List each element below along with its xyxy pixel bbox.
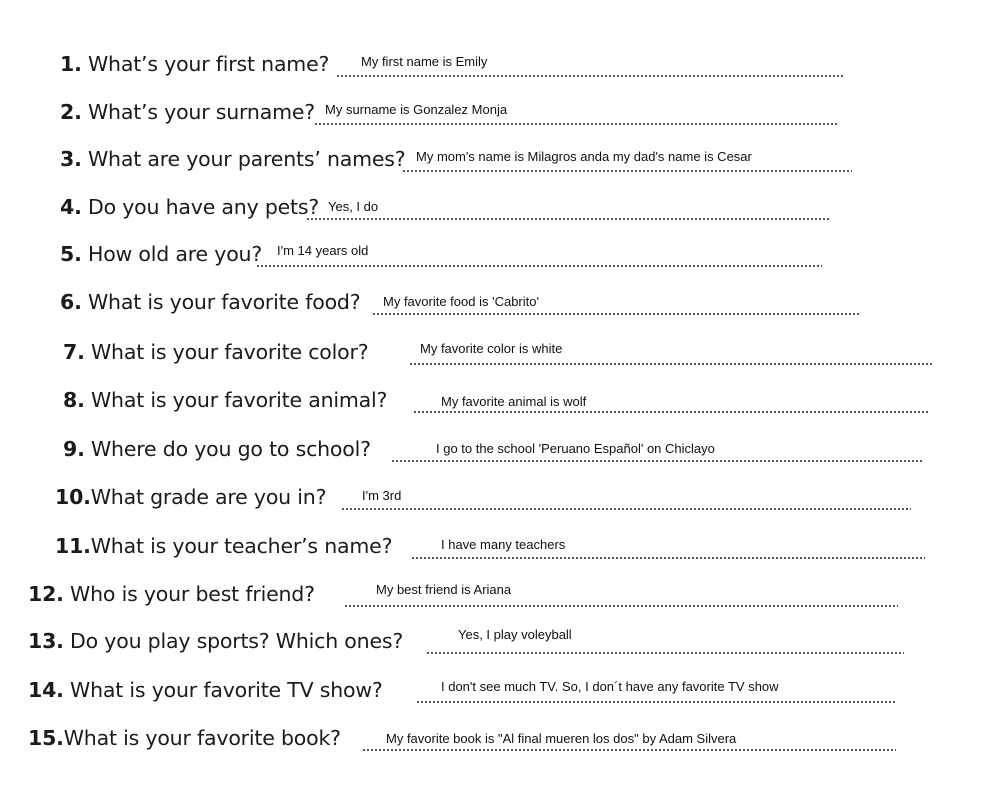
answer-line [256, 265, 822, 267]
question-text: What is your favorite book? [63, 725, 341, 750]
answer-15: My favorite book is "Al final mueren los dos" by Adam Silvera [386, 731, 737, 746]
question-number: 2. [60, 99, 82, 124]
question-row-14 [28, 658, 908, 706]
answer-line [413, 411, 929, 413]
question-number: 4. [60, 194, 82, 219]
answer-4: Yes, I do [328, 199, 379, 214]
question-number: 15. [28, 725, 64, 750]
answer-line [409, 363, 933, 365]
question-row-13 [28, 609, 908, 657]
answer-6: My favorite food is 'Cabrito' [383, 294, 539, 309]
answer-9: I go to the school 'Peruano Español' on Chiclayo [436, 441, 715, 456]
answer-1: My first name is Emily [361, 54, 488, 69]
question-2 [60, 99, 315, 124]
answer-3: My mom's name is Milagros anda my dad's name is Cesar [416, 149, 752, 164]
answer-line [314, 123, 838, 125]
question-number: 3. [60, 146, 82, 171]
question-13 [28, 628, 404, 653]
question-row-9 [63, 417, 943, 465]
question-row-2 [60, 80, 860, 128]
question-row-3 [60, 127, 860, 175]
question-text: What is your favorite animal? [90, 387, 388, 412]
question-text: Do you have any pets? [87, 194, 320, 219]
answer-line [362, 749, 896, 751]
question-row-7 [63, 320, 943, 368]
question-text: What is your favorite food? [87, 289, 361, 314]
question-7 [63, 339, 369, 364]
answer-line [402, 170, 852, 172]
question-number: 10. [55, 484, 91, 509]
question-text: How old are you? [87, 241, 263, 266]
question-10 [55, 484, 327, 509]
question-number: 12. [28, 581, 64, 606]
answer-line [411, 557, 925, 559]
question-1 [60, 51, 330, 76]
question-row-11 [55, 514, 935, 562]
question-12 [28, 581, 315, 606]
question-row-10 [55, 465, 935, 513]
answer-12: My best friend is Ariana [376, 582, 512, 597]
question-text: What are your parents’ names? [87, 146, 406, 171]
answer-13: Yes, I play voleyball [458, 627, 572, 642]
question-text: Who is your best friend? [70, 581, 315, 606]
question-number: 8. [63, 387, 85, 412]
question-number: 1. [60, 51, 82, 76]
question-number: 7. [63, 339, 85, 364]
question-number: 14. [28, 677, 64, 702]
question-15 [28, 725, 341, 750]
question-8 [63, 387, 388, 412]
question-6 [60, 289, 361, 314]
question-row-1 [60, 32, 860, 80]
answer-line [426, 652, 904, 654]
question-3 [60, 146, 406, 171]
question-number: 5. [60, 241, 82, 266]
question-number: 11. [55, 533, 91, 558]
question-number: 9. [63, 436, 85, 461]
question-row-6 [60, 270, 860, 318]
question-11 [55, 533, 393, 558]
question-number: 13. [28, 628, 64, 653]
answer-7: My favorite color is white [420, 341, 563, 356]
question-5 [60, 241, 263, 266]
question-text: What is your favorite color? [90, 339, 369, 364]
answer-line [416, 701, 896, 703]
question-14 [28, 677, 383, 702]
answer-14: I don't see much TV. So, I don´t have any favorite TV show [441, 679, 779, 694]
answer-line [341, 508, 911, 510]
answer-line [372, 313, 860, 315]
answer-2: My surname is Gonzalez Monja [325, 102, 508, 117]
question-9 [63, 436, 371, 461]
question-text: Where do you go to school? [90, 436, 371, 461]
answer-10: I'm 3rd [362, 488, 402, 503]
answer-5: I'm 14 years old [277, 243, 369, 258]
question-text: What is your favorite TV show? [70, 677, 383, 702]
question-text: What grade are you in? [90, 484, 327, 509]
answer-line [336, 75, 844, 77]
answer-line [306, 218, 830, 220]
answer-11: I have many teachers [441, 537, 566, 552]
question-text: What is your teacher’s name? [90, 533, 393, 558]
question-number: 6. [60, 289, 82, 314]
question-row-5 [60, 222, 860, 270]
question-row-4 [60, 175, 860, 223]
answer-line [344, 605, 898, 607]
question-row-12 [28, 562, 908, 610]
question-row-15 [28, 706, 908, 754]
answer-8: My favorite animal is wolf [441, 394, 587, 409]
question-text: What’s your first name? [87, 51, 330, 76]
question-text: What’s your surname? [87, 99, 315, 124]
question-4 [60, 194, 320, 219]
answer-line [391, 460, 923, 462]
question-row-8 [63, 368, 943, 416]
question-text: Do you play sports? Which ones? [70, 628, 404, 653]
